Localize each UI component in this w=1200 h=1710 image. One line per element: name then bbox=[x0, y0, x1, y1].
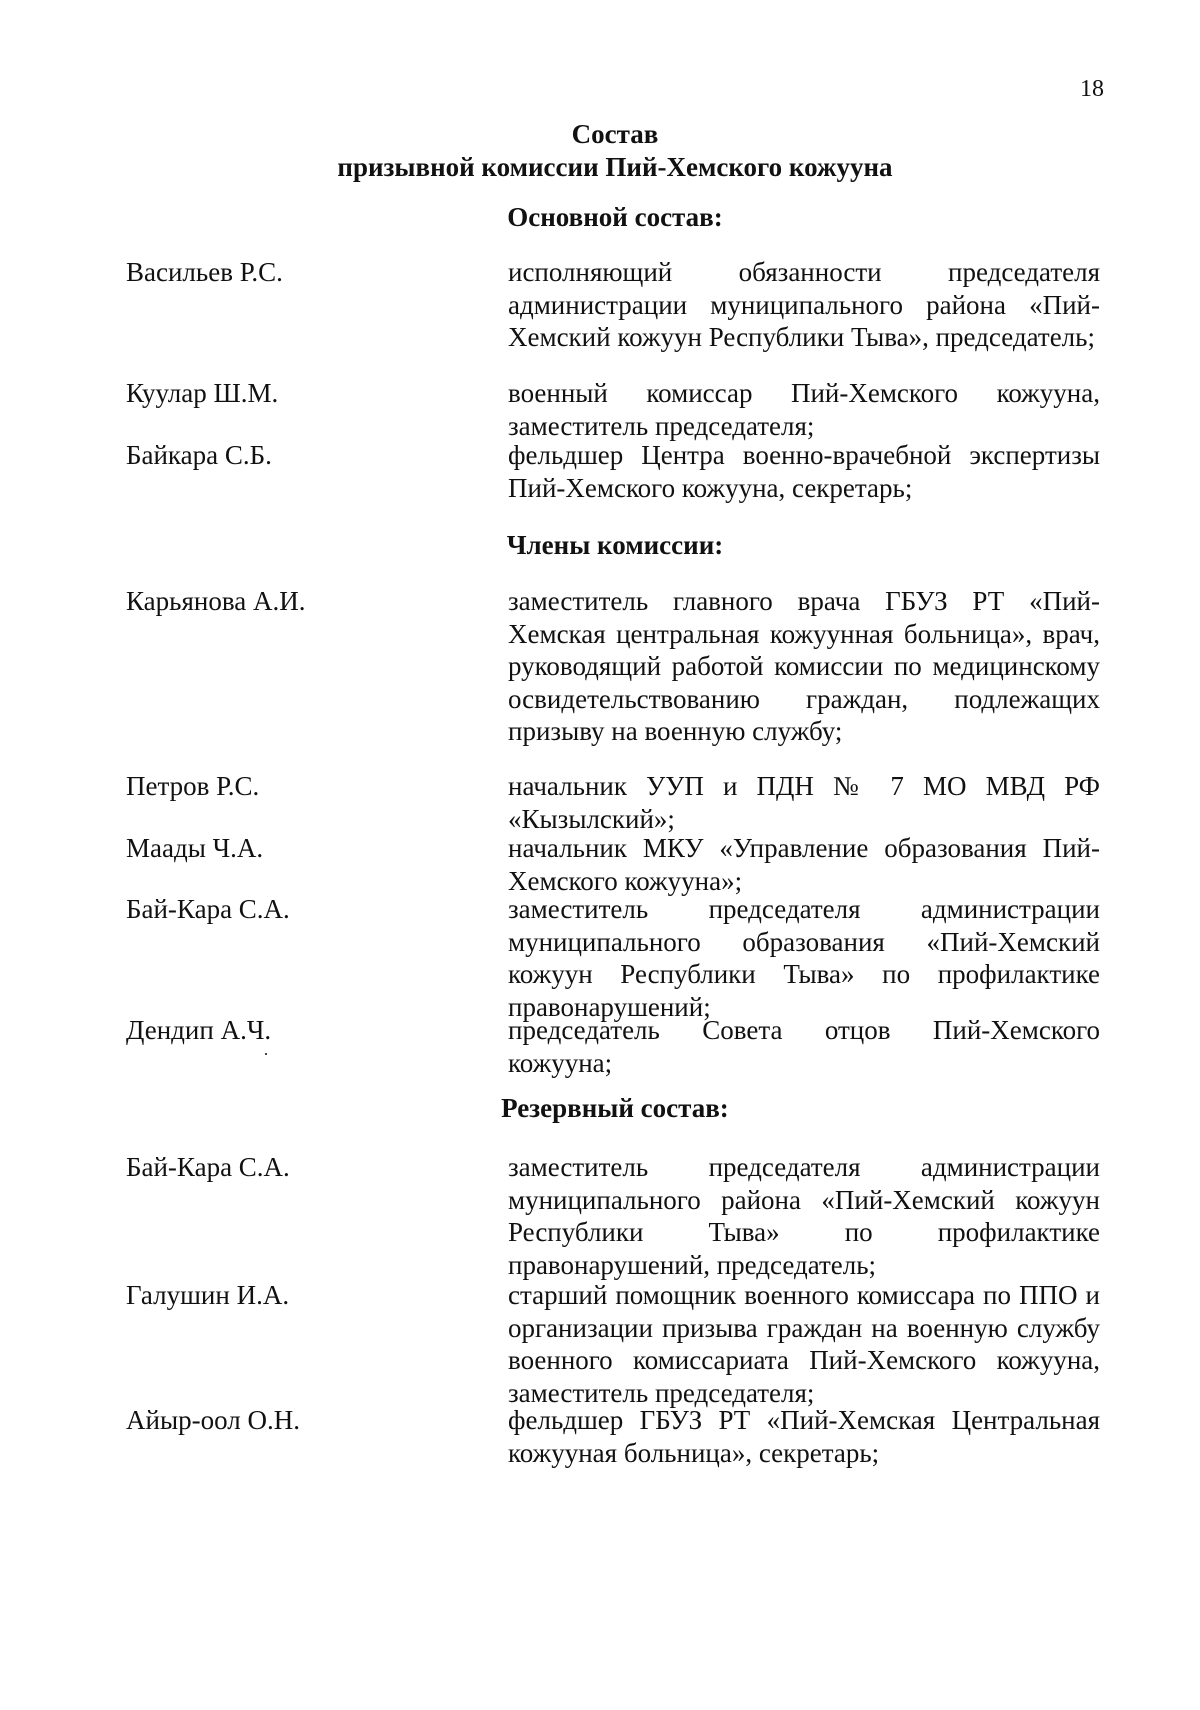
section-heading-main: Основной состав: bbox=[507, 202, 723, 232]
member-role: старший помощник военного комиссара по ППО и организации призыва граждан на военную службу военного комиссариата Пий-Хемского кожууна, заместитель председателя; bbox=[508, 1280, 1100, 1408]
member-role: исполняющий обязанности председателя администрации муниципального района «Пий-Хемский кожуун Республики Тыва», председатель; bbox=[508, 257, 1100, 353]
member-role: начальник МКУ «Управление образования Пий-Хемского кожууна»; bbox=[508, 833, 1100, 896]
member-name: Маады Ч.А. bbox=[126, 833, 264, 863]
member-role: заместитель главного врача ГБУЗ РТ «Пий-Хемская центральная кожуунная больница», врач, руководящий работой комиссии по медицинскому освидетельствованию граждан, подлежащих призыву на военную службу; bbox=[508, 586, 1100, 747]
title-line-2: призывной комиссии Пий-Хемского кожууна bbox=[337, 152, 893, 182]
member-role: начальник УУП и ПДН № 7 МО МВД РФ «Кызылский»; bbox=[508, 771, 1100, 834]
member-role: заместитель председателя администрации муниципального района «Пий-Хемский кожуун Республики Тыва» по профилактике правонарушений, председатель; bbox=[508, 1152, 1100, 1280]
document-title bbox=[0, 118, 1200, 184]
member-name: Галушин И.А. bbox=[126, 1280, 290, 1310]
member-name: Байкара С.Б. bbox=[126, 440, 272, 470]
member-role: военный комиссар Пий-Хемского кожууна, заместитель председателя; bbox=[508, 378, 1100, 441]
member-name: Карьянова А.И. bbox=[126, 586, 306, 616]
member-name: Бай-Кара С.А. bbox=[126, 894, 290, 924]
member-role: фельдшер Центра военно-врачебной экспертизы Пий-Хемского кожууна, секретарь; bbox=[508, 440, 1100, 503]
member-role: председатель Совета отцов Пий-Хемского кожууна; bbox=[508, 1015, 1100, 1078]
section-heading-commission: Члены комиссии: bbox=[506, 530, 724, 560]
member-role: фельдшер ГБУЗ РТ «Пий-Хемская Центральная кожууная больница», секретарь; bbox=[508, 1405, 1100, 1468]
member-name: Васильев Р.С. bbox=[126, 257, 283, 287]
title-line-1: Состав bbox=[571, 119, 659, 149]
member-role: заместитель председателя администрации муниципального образования «Пий-Хемский кожуун Республики Тыва» по профилактике правонарушений; bbox=[508, 894, 1100, 1022]
member-name: Бай-Кара С.А. bbox=[126, 1152, 290, 1182]
scan-speck bbox=[265, 1053, 267, 1055]
member-name: Айыр-оол О.Н. bbox=[126, 1405, 300, 1435]
member-name: Куулар Ш.М. bbox=[126, 378, 279, 408]
member-name: Петров Р.С. bbox=[126, 771, 260, 801]
member-name: Дендип А.Ч. bbox=[126, 1015, 272, 1045]
section-heading-reserve: Резервный состав: bbox=[501, 1093, 729, 1123]
page-number: 18 bbox=[1080, 76, 1104, 102]
